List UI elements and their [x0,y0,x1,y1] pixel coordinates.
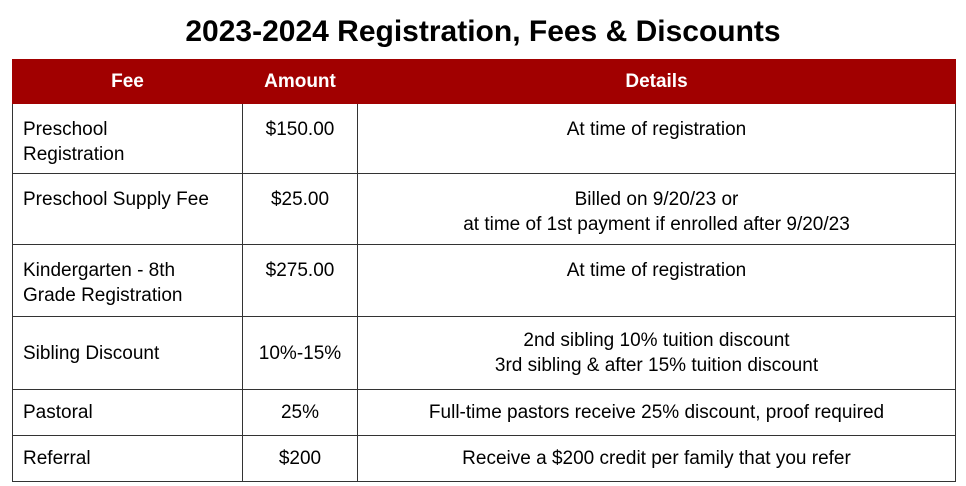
details-cell [358,174,956,245]
details-text: Full-time pastors receive 25% discount, proof required [428,402,885,423]
fee-text: Referral [23,448,91,469]
table-row-sibling-discount [13,317,956,390]
details-cell [358,436,956,482]
amount-cell: $275.00 [243,245,358,317]
table-header-row [13,60,956,104]
column-header-amount: Amount [243,60,358,104]
fee-cell [13,390,243,436]
column-header-details: Details [358,60,956,104]
details-cell [358,317,956,390]
details-text: 3rd sibling & after 15% tuition discount [494,355,819,376]
fee-cell [13,317,243,390]
fee-cell [13,245,243,317]
details-text: At time of registration [566,260,747,281]
fee-text: Preschool [23,119,108,140]
details-text: at time of 1st payment if enrolled after 9/20/23 [463,214,850,235]
amount-cell: 10%-15% [243,317,358,390]
table-row-kindergarten-registration [13,245,956,317]
fee-text: Preschool Supply Fee [23,189,209,210]
details-text: Billed on 9/20/23 or [574,189,739,210]
fee-text: Sibling Discount [23,342,160,364]
fee-cell [13,436,243,482]
details-text: 2nd sibling 10% tuition discount [523,330,790,351]
fee-text: Grade Registration [23,285,183,306]
fee-text: Registration [23,144,125,165]
fee-text: Kindergarten - 8th [23,260,176,281]
fee-cell [13,174,243,245]
column-header-fee: Fee [13,60,243,104]
details-cell [358,390,956,436]
fee-text: Pastoral [23,402,93,423]
fees-table [12,59,956,482]
amount-cell: $150.00 [243,104,358,174]
table-row-preschool-registration [13,104,956,174]
details-text: At time of registration [566,119,747,140]
amount-cell: $25.00 [243,174,358,245]
fee-cell [13,104,243,174]
table-row-pastoral [13,390,956,436]
amount-cell: $200 [243,436,358,482]
details-cell [358,104,956,174]
details-cell [358,245,956,317]
table-row-preschool-supply-fee [13,174,956,245]
details-text: Receive a $200 credit per family that you refer [462,448,851,469]
table-row-referral [13,436,956,482]
page-title: 2023-2024 Registration, Fees & Discounts [185,15,781,48]
amount-cell: 25% [243,390,358,436]
